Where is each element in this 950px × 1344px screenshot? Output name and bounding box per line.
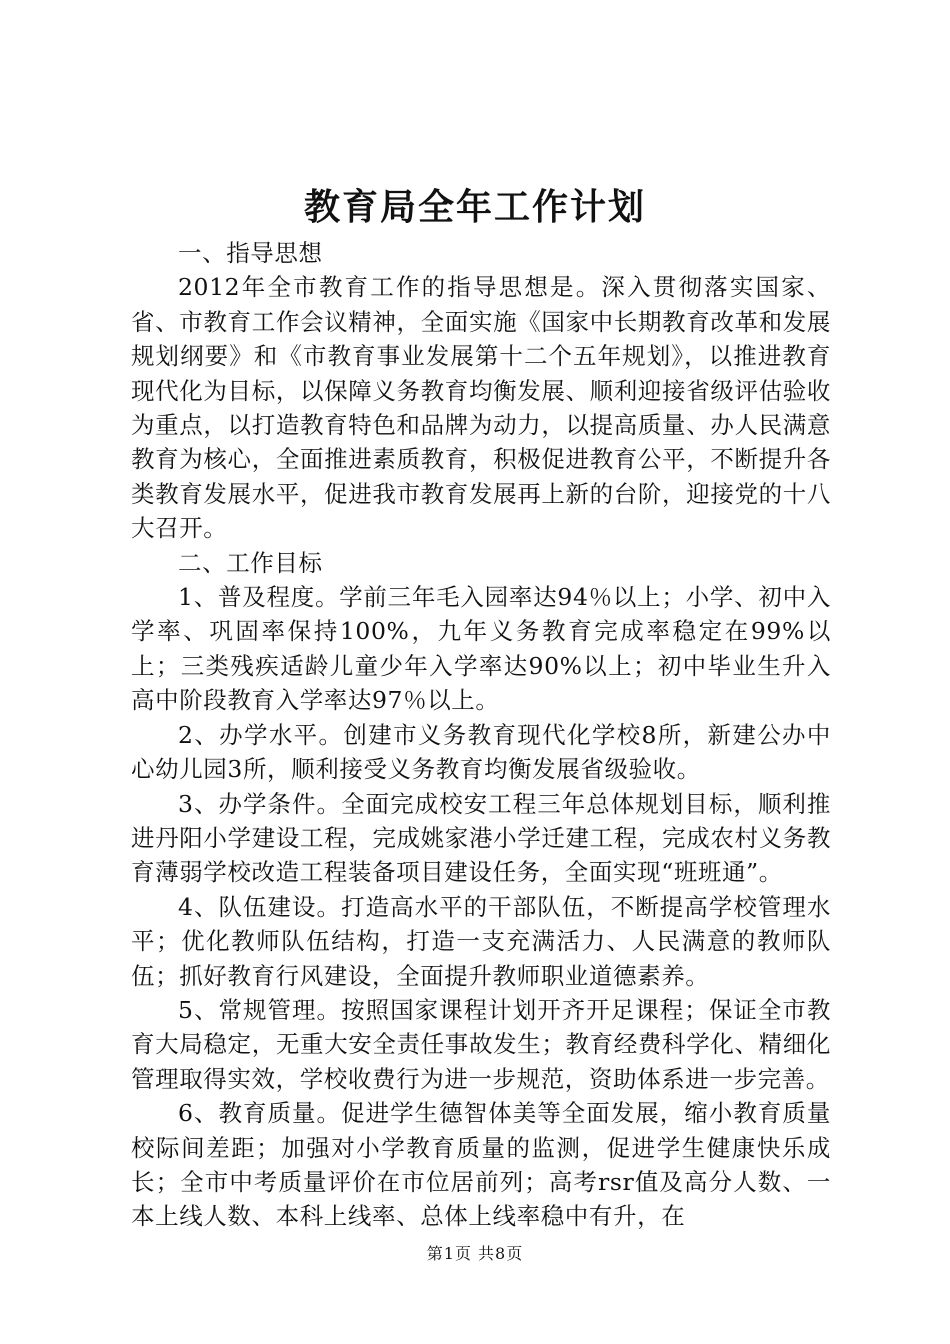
paragraph: 4、队伍建设。打造高水平的干部队伍，不断提高学校管理水平；优化教师队伍结构，打造一支充满活力、人民满意的教师队伍；抓好教育行风建设，全面提升教师职业道德素养。: [131, 892, 831, 990]
document-title: 教育局全年工作计划: [303, 187, 646, 228]
section-heading: 二、工作目标: [178, 548, 323, 577]
paragraph: 1、普及程度。学前三年毛入园率达94％以上；小学、初中入学率、巩固率保持100%，九年义务教育完成率稳定在99%以上；三类残疾适龄儿童少年入学率达90%以上；初中毕业生升入高中阶段教育入学率达97％以上。: [131, 583, 831, 715]
paragraph: 2、办学水平。创建市义务教育现代化学校8所，新建公办中心幼儿园3所，顺利接受义务教育均衡发展省级验收。: [131, 720, 831, 784]
paragraph: 6、教育质量。促进学生德智体美等全面发展，缩小教育质量校际间差距；加强对小学教育质量的监测，促进学生健康快乐成长；全市中考质量评价在市位居前列；高考rsr值及高分人数、一本上线人数、本科上线率、总体上线率稳中有升，在: [131, 1099, 831, 1231]
paragraph: 2012年全市教育工作的指导思想是。深入贯彻落实国家、省、市教育工作会议精神，全面实施《国家中长期教育改革和发展规划纲要》和《市教育事业发展第十二个五年规划》，以推进教育现代化为目标，以保障义务教育均衡发展、顺利迎接省级评估验收为重点，以打造教育特色和品牌为动力，以提高质量、办人民满意教育为核心，全面推进素质教育，积极促进教育公平，不断提升各类教育发展水平，促进我市教育发展再上新的台阶，迎接党的十八大召开。: [131, 273, 831, 543]
paragraph: 5、常规管理。按照国家课程计划开齐开足课程；保证全市教育大局稳定，无重大安全责任事故发生；教育经费科学化、精细化管理取得实效，学校收费行为进一步规范，资助体系进一步完善。: [131, 995, 831, 1093]
paragraph: 3、办学条件。全面完成校安工程三年总体规划目标，顺利推进丹阳小学建设工程，完成姚家港小学迁建工程，完成农村义务教育薄弱学校改造工程装备项目建设任务，全面实现“班班通”。: [131, 789, 831, 887]
document-body: [131, 236, 831, 1234]
section-heading: 一、指导思想: [178, 239, 323, 267]
page-footer: 第1页 共8页: [426, 1244, 524, 1263]
